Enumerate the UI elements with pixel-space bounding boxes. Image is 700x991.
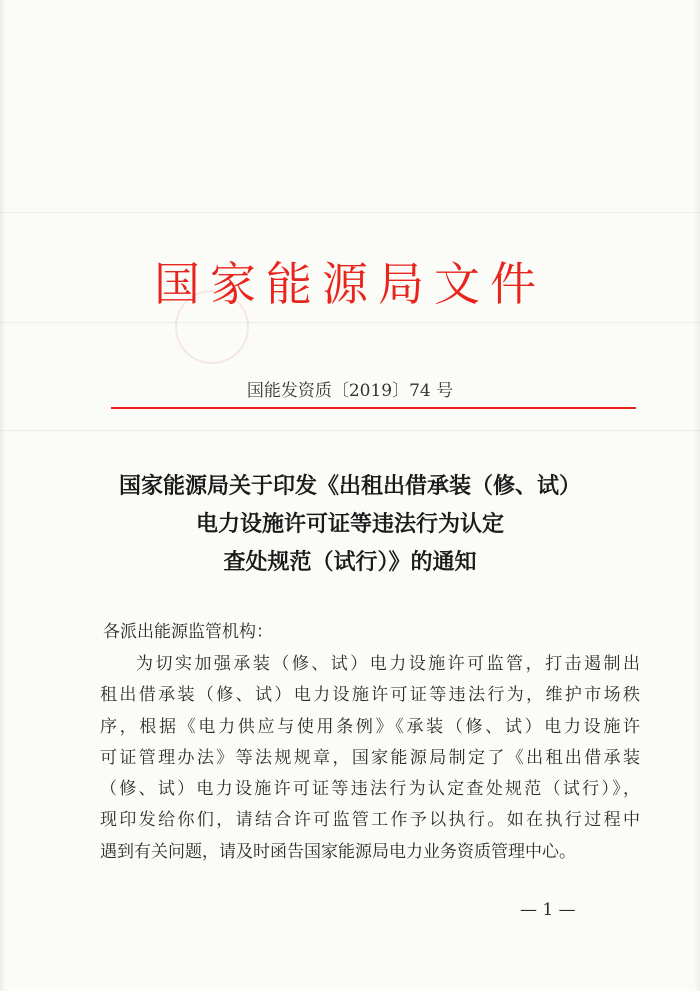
- body-line: 租出借承装（修、试）电力设施许可证等违法行为，维护市场秩: [100, 685, 640, 706]
- title-line: 查处规范（试行）》的通知: [223, 550, 477, 575]
- body-line: 为切实加强承装（修、试）电力设施许可监管，打击遏制出: [136, 654, 640, 674]
- title-line: 电力设施许可证等违法行为认定: [195, 512, 504, 537]
- body-paragraph: [100, 649, 640, 868]
- scan-bleed-line: [0, 322, 700, 323]
- notice-title: [60, 468, 640, 582]
- document-number: 国能发资质〔2019〕74 号: [246, 381, 454, 401]
- body-line: 遇到有关问题，请及时函告国家能源局电力业务资质管理中心。: [100, 841, 576, 862]
- body-line: 序，根据《电力供应与使用条例》《承装（修、试）电力设施许: [100, 716, 640, 737]
- scan-bleed-line: [0, 212, 700, 213]
- page-edge-left: [0, 0, 6, 991]
- document-masthead: 国家能源局文件: [154, 257, 546, 311]
- page-number: — 1 —: [520, 900, 576, 920]
- title-line: 国家能源局关于印发《出租出借承装（修、试）: [118, 474, 581, 499]
- salutation: 各派出能源监管机构：: [103, 622, 273, 642]
- page-edge-right: [694, 0, 700, 991]
- body-line: （修、试）电力设施许可证等违法行为认定查处规范（试行）》，: [100, 779, 640, 800]
- scan-bleed-line: [0, 430, 700, 431]
- red-separator-line: [111, 407, 636, 409]
- body-line: 可证管理办法》等法规规章，国家能源局制定了《出租出借承装: [100, 747, 640, 768]
- body-line: 现印发给你们，请结合许可监管工作予以执行。如在执行过程中: [100, 810, 640, 831]
